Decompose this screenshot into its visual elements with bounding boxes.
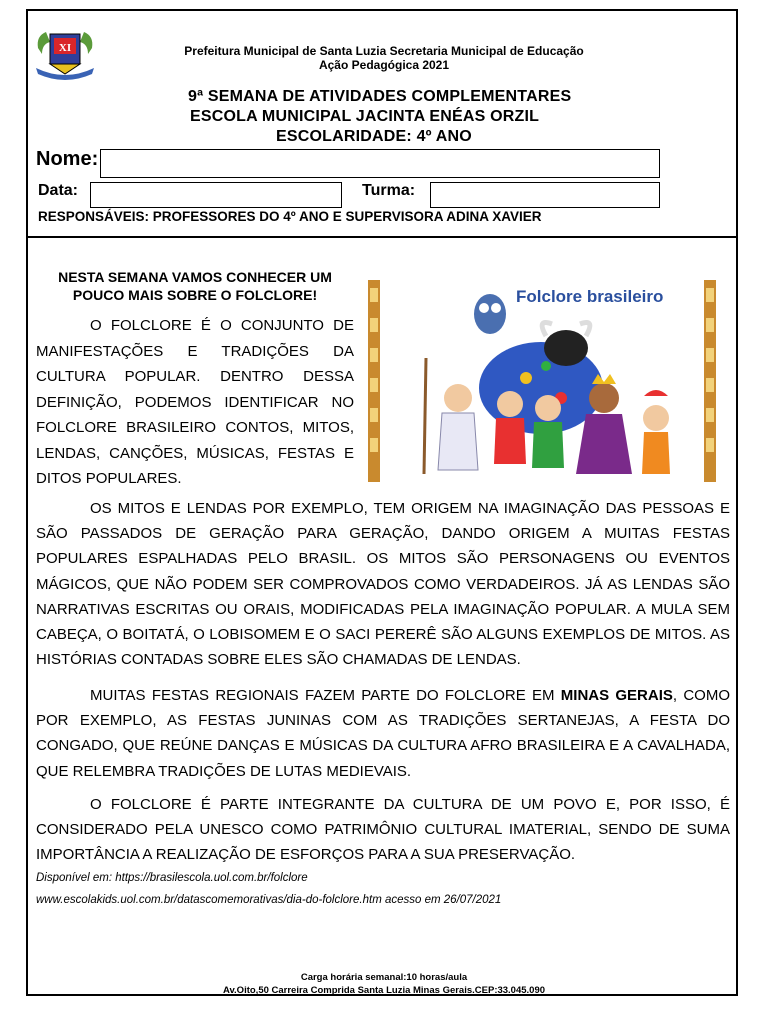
header-line-2: Ação Pedagógica 2021	[318, 58, 450, 72]
data-label: Data:	[38, 182, 79, 199]
section-divider	[28, 236, 738, 238]
paragraph-2: OS MITOS E LENDAS POR EXEMPLO, TEM ORIGEM NA IMAGINAÇÃO DAS PESSOAS E SÃO PASSADOS DE GERAÇÃO PARA GERAÇÃO, DANDO ORIGEM A MUITAS FESTAS POPULARES ESPALHADAS PELO BRASIL. OS MITOS SÃO PERSONAGENS OU EVENTOS MÁGICOS, QUE NÃO PODEM SER COMPROVADOS COMO VERDADEIROS. JÁ AS LENDAS SÃO NARRATIVAS ESCRITAS OU ORAIS, MODIFICADAS PELA IMAGINAÇÃO POPULAR. A MULA SEM CABEÇA, O BOITATÁ, O LOBISOMEM E O SACI PERERÊ SÃO ALGUNS EXEMPLOS DE MITOS. AS HISTÓRIAS CONTADAS SOBRE ELES SÃO CHAMADAS DE LENDAS.	[36, 500, 730, 669]
paragraph-1: O FOLCLORE É O CONJUNTO DE MANIFESTAÇÕES E TRADIÇÕES DA CULTURA POPULAR. DENTRO DESSA DEFINIÇÃO, PODEMOS IDENTIFICAR NO FOLCLORE BRASILEIRO CONTOS, MITOS, LENDAS, CANÇÕES, MÚSICAS, FESTAS E DITOS POPULARES.	[36, 317, 354, 487]
intro-heading: NESTA SEMANA VAMOS CONHECER UM POUCO MAIS SOBRE O FOLCLORE!	[58, 269, 332, 303]
header-line-1: Prefeitura Municipal de Santa Luzia Secretaria Municipal de Educação	[184, 44, 584, 58]
title-grade: ESCOLARIDADE: 4º ANO	[276, 128, 472, 145]
data-field[interactable]	[90, 182, 342, 208]
turma-label: Turma:	[362, 182, 416, 199]
responsaveis-line: RESPONSÁVEIS: PROFESSORES DO 4º ANO E SUPERVISORA ADINA XAVIER	[38, 209, 542, 224]
nome-field[interactable]	[100, 149, 660, 178]
paragraph-3-start: MUITAS FESTAS REGIONAIS FAZEM PARTE DO FOLCLORE EM	[90, 687, 561, 704]
coat-of-arms-icon	[34, 28, 96, 80]
folklore-illustration	[366, 278, 718, 484]
paragraph-3	[36, 683, 730, 784]
title-week: 9ª SEMANA DE ATIVIDADES COMPLEMENTARES	[188, 88, 572, 105]
paragraph-3-end: , COMO POR EXEMPLO, AS FESTAS JUNINAS COM AS TRADIÇÕES SERTANEJAS, A FESTA DO CONGADO, QUE REÚNE DANÇAS E MÚSICAS DA CULTURA AFRO BRASILEIRA E A CAVALHADA, QUE RELEMBRA TRADIÇÕES DE LUTAS MEDIEVAIS.	[36, 687, 731, 780]
svg-text:XI: XI	[58, 42, 72, 54]
turma-field[interactable]	[430, 182, 660, 208]
source-link-1[interactable]: Disponível em: https://brasilescola.uol.com.br/folclore	[36, 872, 308, 884]
paragraph-4: O FOLCLORE É PARTE INTEGRANTE DA CULTURA DE UM POVO E, POR ISSO, É CONSIDERADO PELA UNESCO COMO PATRIMÔNIO CULTURAL IMATERIAL, SENDO DE SUMA IMPORTÂNCIA A REALIZAÇÃO DE ESFORÇOS PARA A SUA PRESERVAÇÃO.	[36, 796, 730, 864]
svg-text:Folclore brasileiro: Folclore brasileiro	[516, 287, 664, 306]
title-school: ESCOLA MUNICIPAL JACINTA ENÉAS ORZIL	[190, 108, 540, 125]
nome-label: Nome:	[36, 148, 99, 170]
source-link-2[interactable]: www.escolakids.uol.com.br/datascomemorativas/dia-do-folclore.htm acesso em 26/07/2021	[36, 894, 502, 906]
footer-workload: Carga horária semanal:10 horas/aula	[300, 972, 468, 983]
minas-gerais-bold: MINAS GERAIS	[560, 687, 673, 704]
footer-address: Av.Oito,50 Carreira Comprida Santa Luzia Minas Gerais.CEP:33.045.090	[222, 985, 546, 996]
